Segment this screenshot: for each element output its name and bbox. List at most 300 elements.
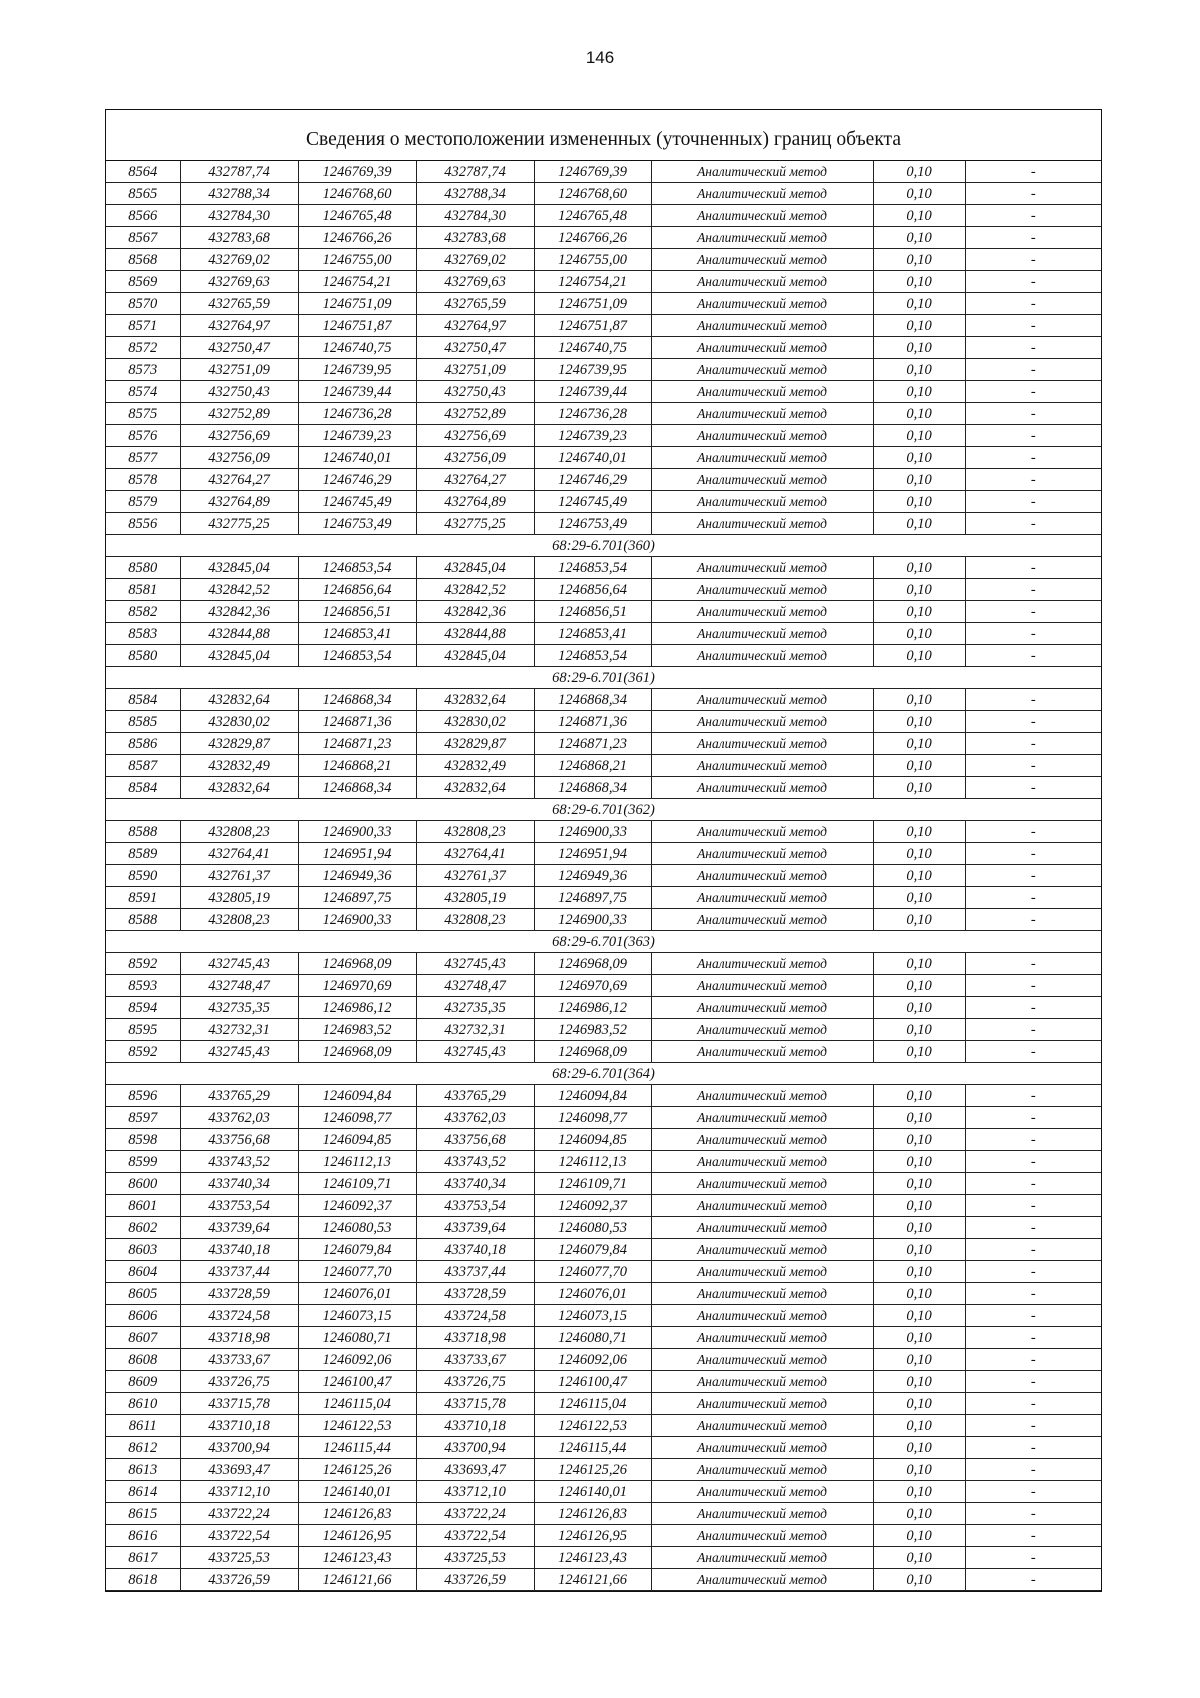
table-row xyxy=(106,953,1101,975)
cell-y-old: 1246126,95 xyxy=(298,1525,416,1547)
cell-point-number: 8610 xyxy=(106,1393,180,1415)
cell-description: - xyxy=(965,579,1101,601)
cell-x-new: 432765,59 xyxy=(416,293,534,315)
cell-y-old: 1246968,09 xyxy=(298,1041,416,1063)
table-row xyxy=(106,1195,1101,1217)
cell-y-old: 1246739,23 xyxy=(298,425,416,447)
cell-x-old: 432784,30 xyxy=(180,205,298,227)
cell-y-new: 1246100,47 xyxy=(534,1371,651,1393)
table-row xyxy=(106,1569,1101,1591)
cell-description: - xyxy=(965,843,1101,865)
cell-y-old: 1246736,28 xyxy=(298,403,416,425)
cell-x-new: 432787,74 xyxy=(416,161,534,183)
cell-accuracy: 0,10 xyxy=(873,997,965,1019)
cell-x-old: 432735,35 xyxy=(180,997,298,1019)
cell-point-number: 8607 xyxy=(106,1327,180,1349)
cell-y-old: 1246121,66 xyxy=(298,1569,416,1591)
cell-method: Аналитический метод xyxy=(651,161,873,183)
cell-x-old: 432745,43 xyxy=(180,953,298,975)
cell-description: - xyxy=(965,1569,1101,1591)
cell-x-old: 432842,36 xyxy=(180,601,298,623)
cell-point-number: 8567 xyxy=(106,227,180,249)
section-row xyxy=(106,1063,1101,1085)
cell-method: Аналитический метод xyxy=(651,469,873,491)
cell-accuracy: 0,10 xyxy=(873,821,965,843)
cell-y-old: 1246115,04 xyxy=(298,1393,416,1415)
table-row xyxy=(106,1371,1101,1393)
cell-y-new: 1246751,09 xyxy=(534,293,651,315)
cell-method: Аналитический метод xyxy=(651,1305,873,1327)
cell-description: - xyxy=(965,865,1101,887)
cell-y-old: 1246739,44 xyxy=(298,381,416,403)
cell-accuracy: 0,10 xyxy=(873,337,965,359)
cell-y-new: 1246868,34 xyxy=(534,689,651,711)
cell-point-number: 8588 xyxy=(106,909,180,931)
cell-method: Аналитический метод xyxy=(651,1481,873,1503)
cell-point-number: 8595 xyxy=(106,1019,180,1041)
cell-x-old: 432845,04 xyxy=(180,645,298,667)
cell-method: Аналитический метод xyxy=(651,821,873,843)
cell-y-old: 1246900,33 xyxy=(298,909,416,931)
table-row xyxy=(106,447,1101,469)
cell-method: Аналитический метод xyxy=(651,953,873,975)
cell-point-number: 8576 xyxy=(106,425,180,447)
cell-accuracy: 0,10 xyxy=(873,1305,965,1327)
cell-y-new: 1246094,85 xyxy=(534,1129,651,1151)
table-row xyxy=(106,359,1101,381)
cell-x-old: 432832,64 xyxy=(180,689,298,711)
table-row xyxy=(106,843,1101,865)
table-row xyxy=(106,733,1101,755)
cell-point-number: 8601 xyxy=(106,1195,180,1217)
cell-x-old: 432761,37 xyxy=(180,865,298,887)
cell-description: - xyxy=(965,1481,1101,1503)
cell-y-new: 1246092,06 xyxy=(534,1349,651,1371)
cell-point-number: 8611 xyxy=(106,1415,180,1437)
cell-y-old: 1246900,33 xyxy=(298,821,416,843)
cell-description: - xyxy=(965,491,1101,513)
table-row xyxy=(106,271,1101,293)
cell-description: - xyxy=(965,1525,1101,1547)
cell-x-new: 432732,31 xyxy=(416,1019,534,1041)
cell-accuracy: 0,10 xyxy=(873,689,965,711)
table-row xyxy=(106,1019,1101,1041)
cell-y-new: 1246766,26 xyxy=(534,227,651,249)
cell-accuracy: 0,10 xyxy=(873,271,965,293)
cell-method: Аналитический метод xyxy=(651,1327,873,1349)
cell-point-number: 8589 xyxy=(106,843,180,865)
cell-point-number: 8565 xyxy=(106,183,180,205)
cell-y-new: 1246123,43 xyxy=(534,1547,651,1569)
cell-y-old: 1246740,75 xyxy=(298,337,416,359)
cell-x-new: 432783,68 xyxy=(416,227,534,249)
cell-point-number: 8594 xyxy=(106,997,180,1019)
cell-method: Аналитический метод xyxy=(651,1349,873,1371)
table-row xyxy=(106,1305,1101,1327)
cell-point-number: 8616 xyxy=(106,1525,180,1547)
page-number: 146 xyxy=(585,48,615,67)
cell-description: - xyxy=(965,227,1101,249)
cell-y-new: 1246077,70 xyxy=(534,1261,651,1283)
cell-method: Аналитический метод xyxy=(651,1459,873,1481)
cell-accuracy: 0,10 xyxy=(873,513,965,535)
cell-method: Аналитический метод xyxy=(651,733,873,755)
cell-accuracy: 0,10 xyxy=(873,1019,965,1041)
cell-x-new: 433728,59 xyxy=(416,1283,534,1305)
cell-x-old: 432751,09 xyxy=(180,359,298,381)
cell-x-old: 432765,59 xyxy=(180,293,298,315)
cell-y-old: 1246856,51 xyxy=(298,601,416,623)
cell-method: Аналитический метод xyxy=(651,183,873,205)
cell-description: - xyxy=(965,1371,1101,1393)
cell-x-old: 433722,24 xyxy=(180,1503,298,1525)
cell-y-new: 1246968,09 xyxy=(534,953,651,975)
section-label: 68:29-6.701(362) xyxy=(106,799,1101,821)
cell-description: - xyxy=(965,1459,1101,1481)
cell-description: - xyxy=(965,271,1101,293)
cell-y-new: 1246115,04 xyxy=(534,1393,651,1415)
cell-x-new: 433724,58 xyxy=(416,1305,534,1327)
cell-point-number: 8613 xyxy=(106,1459,180,1481)
section-row xyxy=(106,667,1101,689)
cell-point-number: 8581 xyxy=(106,579,180,601)
cell-x-old: 433733,67 xyxy=(180,1349,298,1371)
cell-y-old: 1246739,95 xyxy=(298,359,416,381)
cell-y-new: 1246853,54 xyxy=(534,557,651,579)
cell-x-old: 432769,02 xyxy=(180,249,298,271)
cell-x-old: 433740,18 xyxy=(180,1239,298,1261)
cell-x-new: 433715,78 xyxy=(416,1393,534,1415)
cell-accuracy: 0,10 xyxy=(873,623,965,645)
cell-description: - xyxy=(965,1415,1101,1437)
cell-method: Аналитический метод xyxy=(651,711,873,733)
cell-y-new: 1246871,36 xyxy=(534,711,651,733)
cell-y-new: 1246983,52 xyxy=(534,1019,651,1041)
cell-point-number: 8593 xyxy=(106,975,180,997)
cell-x-old: 433693,47 xyxy=(180,1459,298,1481)
coordinates-table xyxy=(106,161,1101,1591)
table-row xyxy=(106,381,1101,403)
cell-x-new: 432830,02 xyxy=(416,711,534,733)
cell-description: - xyxy=(965,1019,1101,1041)
cell-x-old: 433712,10 xyxy=(180,1481,298,1503)
cell-x-new: 432764,89 xyxy=(416,491,534,513)
cell-point-number: 8587 xyxy=(106,755,180,777)
cell-description: - xyxy=(965,1173,1101,1195)
cell-method: Аналитический метод xyxy=(651,1019,873,1041)
boundary-table-sheet xyxy=(105,109,1102,1592)
cell-x-new: 432761,37 xyxy=(416,865,534,887)
cell-x-old: 433728,59 xyxy=(180,1283,298,1305)
cell-x-new: 433712,10 xyxy=(416,1481,534,1503)
cell-x-new: 432748,47 xyxy=(416,975,534,997)
cell-point-number: 8599 xyxy=(106,1151,180,1173)
cell-y-old: 1246856,64 xyxy=(298,579,416,601)
cell-x-old: 433725,53 xyxy=(180,1547,298,1569)
cell-method: Аналитический метод xyxy=(651,1107,873,1129)
cell-y-new: 1246126,83 xyxy=(534,1503,651,1525)
cell-y-new: 1246739,44 xyxy=(534,381,651,403)
table-row xyxy=(106,777,1101,799)
cell-x-new: 432751,09 xyxy=(416,359,534,381)
cell-y-new: 1246125,26 xyxy=(534,1459,651,1481)
cell-x-new: 432752,89 xyxy=(416,403,534,425)
cell-accuracy: 0,10 xyxy=(873,447,965,469)
cell-description: - xyxy=(965,161,1101,183)
cell-method: Аналитический метод xyxy=(651,1173,873,1195)
cell-accuracy: 0,10 xyxy=(873,953,965,975)
cell-description: - xyxy=(965,1107,1101,1129)
cell-accuracy: 0,10 xyxy=(873,1239,965,1261)
cell-y-old: 1246871,23 xyxy=(298,733,416,755)
cell-x-new: 433726,75 xyxy=(416,1371,534,1393)
cell-point-number: 8566 xyxy=(106,205,180,227)
table-row xyxy=(106,1349,1101,1371)
cell-method: Аналитический метод xyxy=(651,1547,873,1569)
cell-method: Аналитический метод xyxy=(651,1217,873,1239)
table-row xyxy=(106,205,1101,227)
cell-y-new: 1246079,84 xyxy=(534,1239,651,1261)
cell-y-old: 1246094,84 xyxy=(298,1085,416,1107)
table-row xyxy=(106,821,1101,843)
cell-accuracy: 0,10 xyxy=(873,1151,965,1173)
cell-y-new: 1246856,64 xyxy=(534,579,651,601)
table-row xyxy=(106,1525,1101,1547)
table-row xyxy=(106,645,1101,667)
cell-x-new: 432764,97 xyxy=(416,315,534,337)
cell-x-old: 432764,41 xyxy=(180,843,298,865)
cell-point-number: 8580 xyxy=(106,645,180,667)
cell-x-new: 432805,19 xyxy=(416,887,534,909)
cell-description: - xyxy=(965,1217,1101,1239)
cell-y-new: 1246112,13 xyxy=(534,1151,651,1173)
cell-y-old: 1246897,75 xyxy=(298,887,416,909)
cell-point-number: 8574 xyxy=(106,381,180,403)
cell-y-new: 1246080,71 xyxy=(534,1327,651,1349)
cell-point-number: 8584 xyxy=(106,777,180,799)
cell-x-old: 432832,49 xyxy=(180,755,298,777)
cell-y-old: 1246740,01 xyxy=(298,447,416,469)
cell-accuracy: 0,10 xyxy=(873,1217,965,1239)
table-row xyxy=(106,1283,1101,1305)
cell-y-old: 1246092,37 xyxy=(298,1195,416,1217)
cell-accuracy: 0,10 xyxy=(873,425,965,447)
cell-y-old: 1246766,26 xyxy=(298,227,416,249)
cell-point-number: 8614 xyxy=(106,1481,180,1503)
cell-y-new: 1246753,49 xyxy=(534,513,651,535)
cell-accuracy: 0,10 xyxy=(873,469,965,491)
cell-x-old: 432748,47 xyxy=(180,975,298,997)
table-row xyxy=(106,601,1101,623)
cell-method: Аналитический метод xyxy=(651,293,873,315)
table-row xyxy=(106,469,1101,491)
cell-x-old: 432750,43 xyxy=(180,381,298,403)
cell-y-old: 1246079,84 xyxy=(298,1239,416,1261)
cell-method: Аналитический метод xyxy=(651,1283,873,1305)
cell-y-new: 1246094,84 xyxy=(534,1085,651,1107)
cell-method: Аналитический метод xyxy=(651,1503,873,1525)
cell-method: Аналитический метод xyxy=(651,579,873,601)
cell-x-new: 432750,43 xyxy=(416,381,534,403)
cell-x-old: 432832,64 xyxy=(180,777,298,799)
cell-description: - xyxy=(965,601,1101,623)
cell-y-new: 1246121,66 xyxy=(534,1569,651,1591)
cell-x-new: 432832,64 xyxy=(416,689,534,711)
cell-accuracy: 0,10 xyxy=(873,315,965,337)
cell-y-new: 1246140,01 xyxy=(534,1481,651,1503)
cell-y-old: 1246126,83 xyxy=(298,1503,416,1525)
cell-point-number: 8618 xyxy=(106,1569,180,1591)
cell-y-new: 1246897,75 xyxy=(534,887,651,909)
cell-description: - xyxy=(965,1129,1101,1151)
cell-y-old: 1246765,48 xyxy=(298,205,416,227)
cell-accuracy: 0,10 xyxy=(873,1261,965,1283)
cell-point-number: 8606 xyxy=(106,1305,180,1327)
cell-x-old: 432808,23 xyxy=(180,909,298,931)
cell-y-old: 1246751,87 xyxy=(298,315,416,337)
cell-x-old: 432752,89 xyxy=(180,403,298,425)
cell-accuracy: 0,10 xyxy=(873,1371,965,1393)
cell-y-old: 1246112,13 xyxy=(298,1151,416,1173)
cell-point-number: 8583 xyxy=(106,623,180,645)
cell-x-new: 433740,34 xyxy=(416,1173,534,1195)
cell-x-new: 433710,18 xyxy=(416,1415,534,1437)
cell-y-old: 1246094,85 xyxy=(298,1129,416,1151)
cell-accuracy: 0,10 xyxy=(873,711,965,733)
cell-method: Аналитический метод xyxy=(651,887,873,909)
cell-accuracy: 0,10 xyxy=(873,557,965,579)
cell-x-new: 432842,52 xyxy=(416,579,534,601)
cell-x-old: 432845,04 xyxy=(180,557,298,579)
cell-x-new: 432845,04 xyxy=(416,645,534,667)
table-row xyxy=(106,1107,1101,1129)
cell-method: Аналитический метод xyxy=(651,381,873,403)
cell-x-old: 432787,74 xyxy=(180,161,298,183)
cell-method: Аналитический метод xyxy=(651,1195,873,1217)
cell-accuracy: 0,10 xyxy=(873,843,965,865)
cell-point-number: 8580 xyxy=(106,557,180,579)
cell-x-old: 432750,47 xyxy=(180,337,298,359)
cell-point-number: 8573 xyxy=(106,359,180,381)
cell-point-number: 8591 xyxy=(106,887,180,909)
cell-y-old: 1246853,54 xyxy=(298,557,416,579)
cell-x-old: 432756,09 xyxy=(180,447,298,469)
table-row xyxy=(106,1415,1101,1437)
cell-y-new: 1246739,23 xyxy=(534,425,651,447)
cell-y-old: 1246080,71 xyxy=(298,1327,416,1349)
cell-method: Аналитический метод xyxy=(651,1437,873,1459)
cell-accuracy: 0,10 xyxy=(873,381,965,403)
cell-x-new: 432769,02 xyxy=(416,249,534,271)
cell-description: - xyxy=(965,1327,1101,1349)
cell-description: - xyxy=(965,689,1101,711)
cell-description: - xyxy=(965,1041,1101,1063)
cell-method: Аналитический метод xyxy=(651,1151,873,1173)
table-row xyxy=(106,1217,1101,1239)
table-row xyxy=(106,1041,1101,1063)
cell-method: Аналитический метод xyxy=(651,1129,873,1151)
cell-y-new: 1246073,15 xyxy=(534,1305,651,1327)
cell-point-number: 8556 xyxy=(106,513,180,535)
cell-description: - xyxy=(965,623,1101,645)
cell-description: - xyxy=(965,711,1101,733)
cell-description: - xyxy=(965,1305,1101,1327)
cell-x-old: 432769,63 xyxy=(180,271,298,293)
table-row xyxy=(106,425,1101,447)
cell-description: - xyxy=(965,1239,1101,1261)
cell-description: - xyxy=(965,997,1101,1019)
cell-point-number: 8592 xyxy=(106,953,180,975)
table-row xyxy=(106,623,1101,645)
cell-point-number: 8602 xyxy=(106,1217,180,1239)
cell-accuracy: 0,10 xyxy=(873,1041,965,1063)
cell-method: Аналитический метод xyxy=(651,1239,873,1261)
cell-x-new: 432735,35 xyxy=(416,997,534,1019)
cell-method: Аналитический метод xyxy=(651,909,873,931)
cell-accuracy: 0,10 xyxy=(873,601,965,623)
cell-accuracy: 0,10 xyxy=(873,1525,965,1547)
cell-y-old: 1246968,09 xyxy=(298,953,416,975)
cell-point-number: 8582 xyxy=(106,601,180,623)
cell-method: Аналитический метод xyxy=(651,689,873,711)
cell-y-old: 1246140,01 xyxy=(298,1481,416,1503)
cell-y-old: 1246751,09 xyxy=(298,293,416,315)
cell-point-number: 8586 xyxy=(106,733,180,755)
cell-accuracy: 0,10 xyxy=(873,645,965,667)
cell-x-new: 432775,25 xyxy=(416,513,534,535)
cell-x-new: 432764,27 xyxy=(416,469,534,491)
cell-description: - xyxy=(965,513,1101,535)
cell-description: - xyxy=(965,777,1101,799)
cell-x-old: 432756,69 xyxy=(180,425,298,447)
cell-y-old: 1246077,70 xyxy=(298,1261,416,1283)
cell-accuracy: 0,10 xyxy=(873,205,965,227)
cell-y-new: 1246868,34 xyxy=(534,777,651,799)
cell-point-number: 8588 xyxy=(106,821,180,843)
cell-point-number: 8596 xyxy=(106,1085,180,1107)
cell-x-new: 432788,34 xyxy=(416,183,534,205)
table-row xyxy=(106,1327,1101,1349)
cell-description: - xyxy=(965,205,1101,227)
cell-y-new: 1246098,77 xyxy=(534,1107,651,1129)
cell-point-number: 8592 xyxy=(106,1041,180,1063)
cell-x-old: 432829,87 xyxy=(180,733,298,755)
cell-x-new: 433693,47 xyxy=(416,1459,534,1481)
cell-x-new: 433740,18 xyxy=(416,1239,534,1261)
cell-x-new: 432769,63 xyxy=(416,271,534,293)
cell-y-new: 1246900,33 xyxy=(534,821,651,843)
cell-x-new: 433765,29 xyxy=(416,1085,534,1107)
cell-method: Аналитический метод xyxy=(651,1085,873,1107)
cell-y-new: 1246970,69 xyxy=(534,975,651,997)
cell-y-old: 1246092,06 xyxy=(298,1349,416,1371)
cell-x-new: 432842,36 xyxy=(416,601,534,623)
cell-accuracy: 0,10 xyxy=(873,1085,965,1107)
cell-y-old: 1246853,54 xyxy=(298,645,416,667)
cell-description: - xyxy=(965,447,1101,469)
cell-y-new: 1246853,41 xyxy=(534,623,651,645)
cell-accuracy: 0,10 xyxy=(873,909,965,931)
table-row xyxy=(106,1393,1101,1415)
cell-y-new: 1246951,94 xyxy=(534,843,651,865)
cell-accuracy: 0,10 xyxy=(873,359,965,381)
cell-description: - xyxy=(965,1085,1101,1107)
cell-y-old: 1246745,49 xyxy=(298,491,416,513)
cell-method: Аналитический метод xyxy=(651,1569,873,1591)
cell-description: - xyxy=(965,381,1101,403)
table-row xyxy=(106,557,1101,579)
table-row xyxy=(106,1173,1101,1195)
